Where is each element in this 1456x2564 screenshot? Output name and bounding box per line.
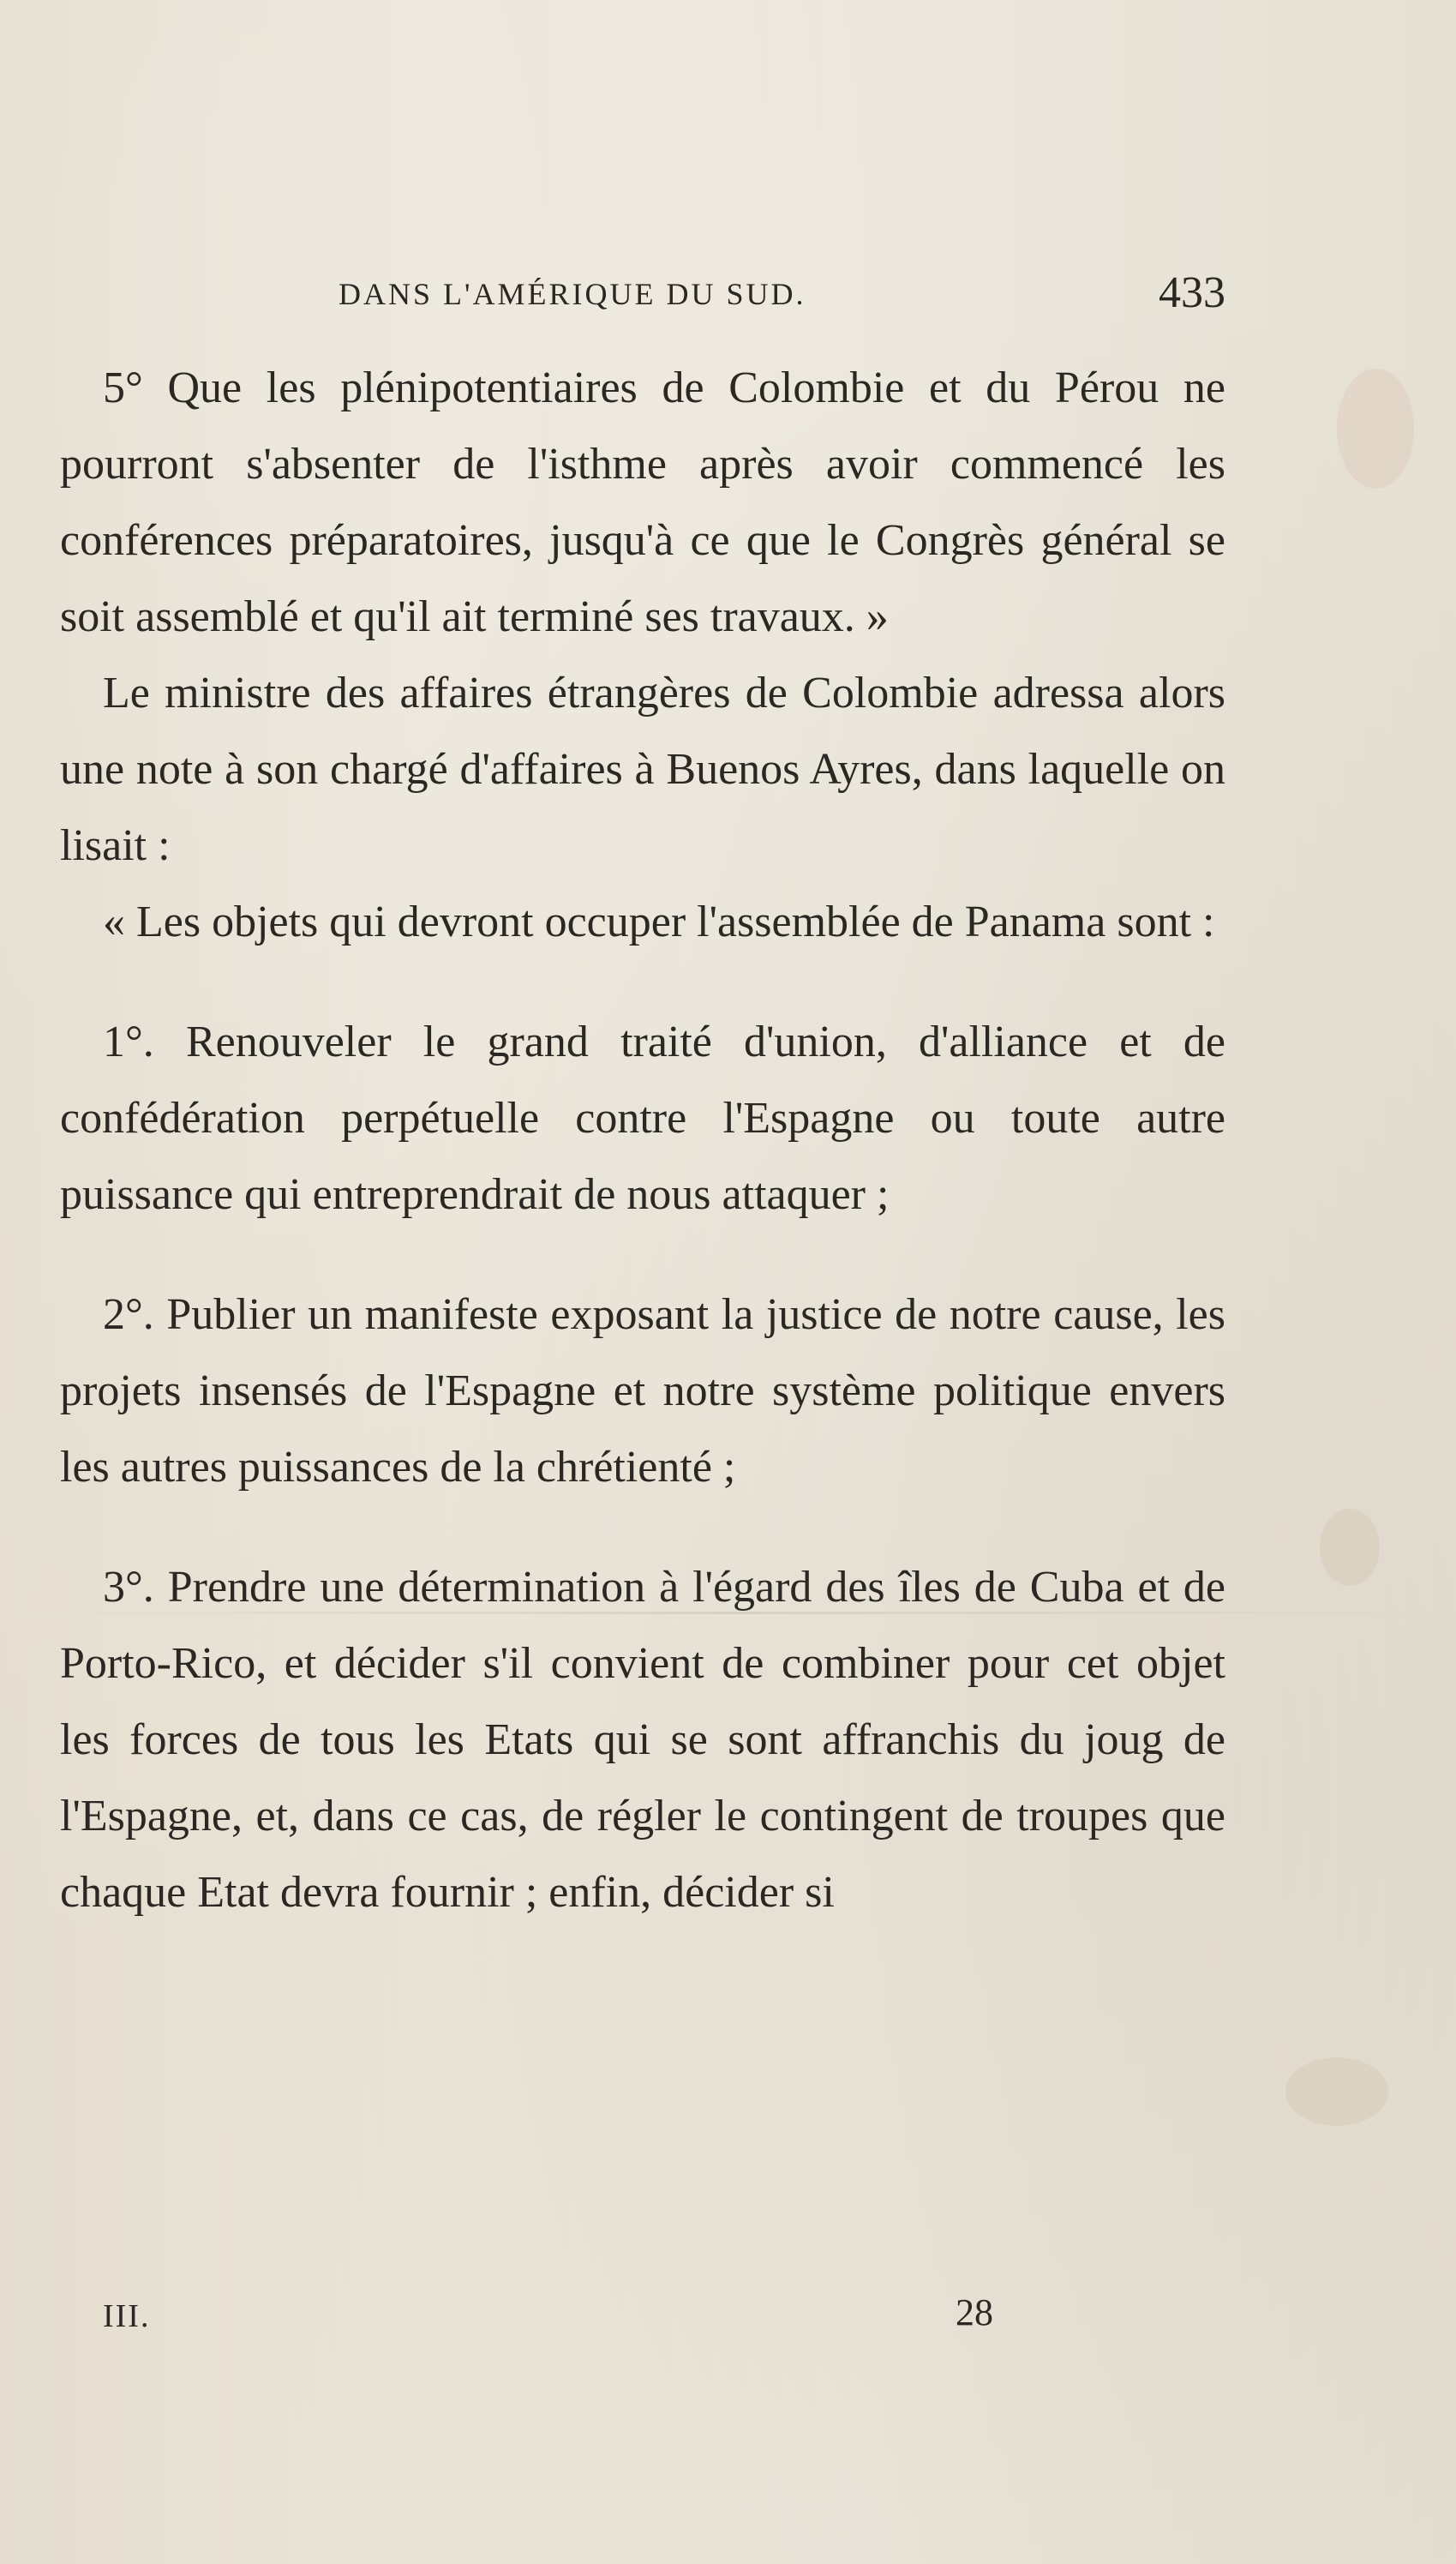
page-header xyxy=(339,267,1225,327)
page-footer xyxy=(103,2291,1020,2349)
paragraph: 5° Que les plénipotentiaires de Colombie et du Pérou ne pourront s'absenter de l'isthme après avoir commencé les conférences préparatoires, jusqu'à ce que le Congrès général se soit assemblé et qu'il ait terminé ses travaux. » xyxy=(60,363,1225,641)
paragraph: 3°. Prendre une détermination à l'égard des îles de Cuba et de Porto-Rico, et décider s'il convient de combiner pour cet objet les forces de tous les Etats qui se sont affranchis du joug de l'Espagne, et, dans ce cas, de régler le contingent de troupes que chaque Etat devra fournir ; enfin, décider si xyxy=(60,1563,1225,1917)
body-text xyxy=(60,350,1225,1931)
paragraph: 2°. Publier un manifeste exposant la justice de notre cause, les projets insensés de l'Espagne et notre système politique envers les autres puissances de la chrétienté ; xyxy=(60,1290,1225,1492)
page-number: 433 xyxy=(1159,268,1225,317)
paragraph: « Les objets qui devront occuper l'assemblée de Panama sont : xyxy=(103,898,1215,946)
paragraph: 1°. Renouveler le grand traité d'union, d'alliance et de confédération perpétuelle contre l'Espagne ou toute autre puissance qui entreprendrait de nous attaquer ; xyxy=(60,1018,1225,1219)
signature-mark: 28 xyxy=(956,2291,993,2333)
running-head: DANS L'AMÉRIQUE DU SUD. xyxy=(339,277,806,311)
paragraph: Le ministre des affaires étrangères de Colombie adressa alors une note à son chargé d'affaires à Buenos Ayres, dans laquelle on lisait : xyxy=(60,669,1225,870)
volume-mark: III. xyxy=(103,2298,151,2334)
paper-stain xyxy=(1337,369,1414,489)
paper-stain xyxy=(1285,2057,1388,2126)
paper-stain xyxy=(1320,1509,1380,1586)
